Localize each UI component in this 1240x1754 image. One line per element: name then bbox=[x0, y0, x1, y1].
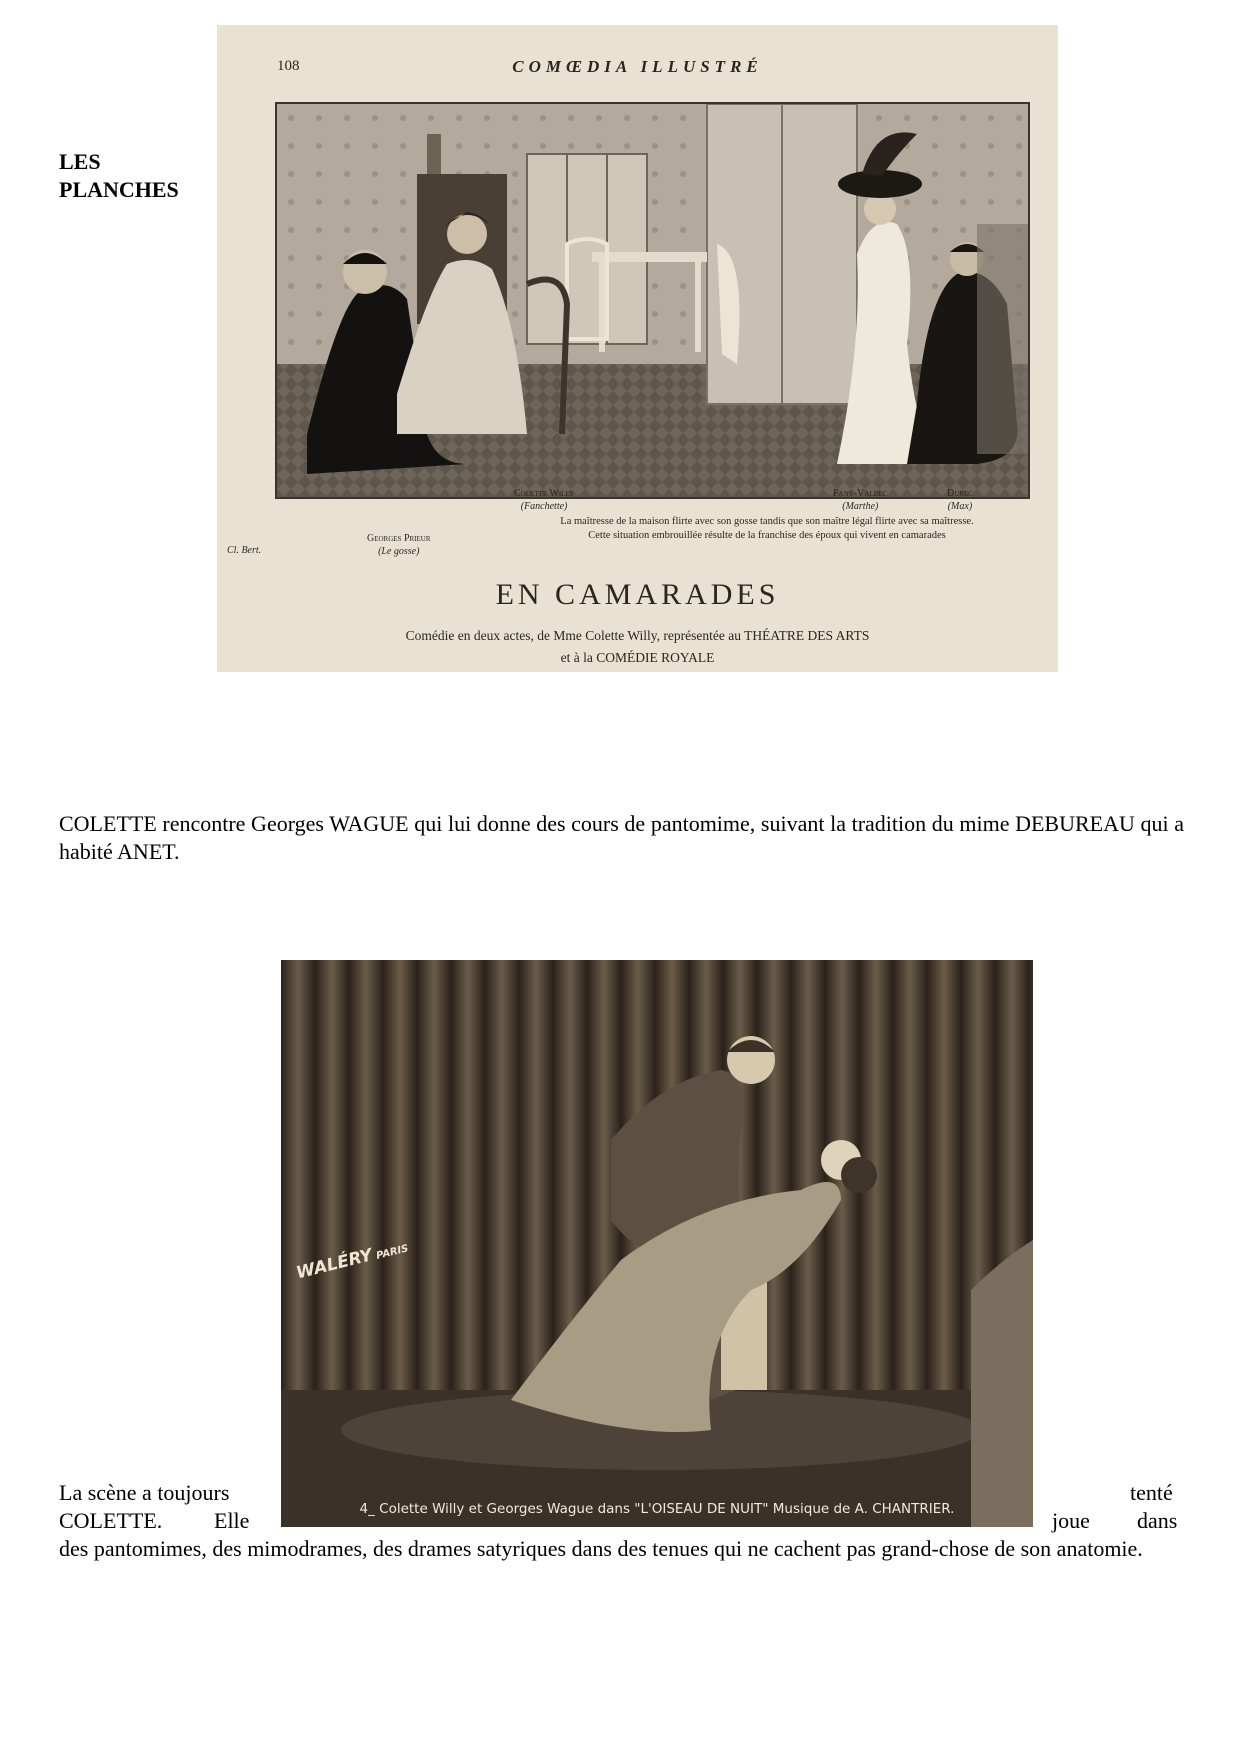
section-title-line2: PLANCHES bbox=[59, 177, 179, 202]
credit-georges-prieur bbox=[367, 532, 431, 558]
oiseau-de-nuit-photo bbox=[281, 960, 1033, 1527]
comoedia-page-photo bbox=[217, 25, 1058, 672]
magazine-title: COMŒDIA ILLUSTRÉ bbox=[512, 57, 763, 76]
credit-colette-willy bbox=[514, 487, 574, 513]
scene-description bbox=[507, 515, 1027, 543]
paragraph2-line2-right-b: dans bbox=[1137, 1508, 1178, 1533]
play-title: EN CAMARADES bbox=[495, 578, 780, 611]
paragraph2-rest: des pantomimes, des mimodrames, des drames satyriques dans des tenues qui ne cachent pas grand-chose de son anatomie. bbox=[59, 1536, 1143, 1561]
credit-role: (Fanchette) bbox=[520, 501, 568, 512]
credit-name: Georges Prieur bbox=[367, 533, 431, 544]
paragraph2-line1-right: tenté bbox=[1130, 1480, 1173, 1505]
credit-fany-valdec bbox=[833, 487, 888, 513]
section-title-line1: LES bbox=[59, 149, 101, 174]
photo-credit: Cl. Bert. bbox=[227, 545, 262, 556]
scene-description-line2: Cette situation embrouillée résulte de la franchise des époux qui vivent en camarades bbox=[588, 530, 946, 541]
credit-role: (Marthe) bbox=[842, 501, 879, 512]
paragraph2-line1-left: La scène a toujours bbox=[59, 1480, 230, 1505]
paragraph2-line2-right-a: joue bbox=[1052, 1508, 1090, 1533]
play-subtitle bbox=[217, 625, 1058, 669]
stage-scene-illustration bbox=[277, 104, 1028, 497]
photo-caption: 4_ Colette Willy et Georges Wague dans "L'OISEAU DE NUIT" Musique de A. CHANTRIER. bbox=[359, 1501, 955, 1517]
stage-scene-photo bbox=[275, 102, 1030, 499]
studio-name: WALÉRY bbox=[294, 1245, 375, 1284]
credit-role: (Max) bbox=[947, 501, 973, 512]
credit-durec bbox=[947, 487, 973, 513]
credit-role: (Le gosse) bbox=[378, 546, 420, 557]
page-number: 108 bbox=[277, 58, 300, 74]
credit-name: Fany-Valdec bbox=[833, 488, 888, 499]
studio-city: PARIS bbox=[375, 1243, 410, 1262]
play-subtitle-line2: et à la COMÉDIE ROYALE bbox=[560, 650, 715, 665]
credit-name: Durec bbox=[947, 488, 973, 499]
credit-name: Colette Willy bbox=[514, 488, 575, 499]
paragraph2-line2-left-a: COLETTE. bbox=[59, 1508, 163, 1533]
play-subtitle-line1: Comédie en deux actes, de Mme Colette Willy, représentée au THÉATRE DES ARTS bbox=[405, 628, 870, 643]
scene-description-line1: La maîtresse de la maison flirte avec son gosse tandis que son maître légal flirte avec sa maîtresse. bbox=[560, 516, 974, 527]
paragraph2-line2-left-b: Elle bbox=[214, 1508, 250, 1533]
section-title bbox=[59, 148, 179, 204]
paragraph-wague-pantomime: COLETTE rencontre Georges WAGUE qui lui donne des cours de pantomime, suivant la tradition du mime DEBUREAU qui a habité ANET. bbox=[59, 811, 1184, 864]
